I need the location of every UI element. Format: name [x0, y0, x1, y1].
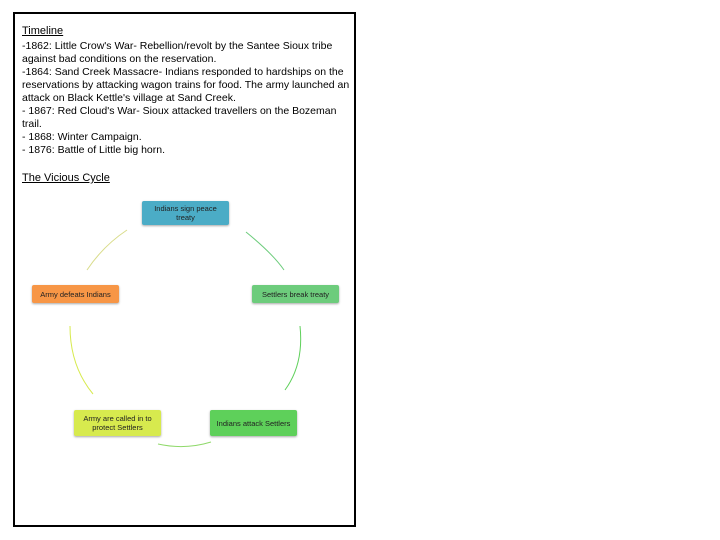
cycle-node-peace-treaty: Indians sign peace treaty — [142, 201, 229, 225]
cycle-node-army-called: Army are called in to protect Settlers — [74, 410, 161, 436]
cycle-node-army-defeats: Army defeats Indians — [32, 285, 119, 303]
cycle-arc-attack-to-army — [158, 442, 211, 447]
timeline-entry-1868: - 1868: Winter Campaign. — [22, 131, 142, 143]
document-page — [13, 12, 356, 527]
timeline-heading: Timeline — [22, 25, 64, 37]
cycle-arc-treaty-to-break — [246, 232, 284, 270]
cycle-heading: The Vicious Cycle — [22, 172, 110, 184]
timeline-entry-1876: - 1876: Battle of Little big horn. — [22, 144, 166, 156]
cycle-arc-army-to-defeat — [70, 326, 93, 394]
timeline-entry-1864: -1864: Sand Creek Massacre- Indians responded to hardships on the reservations by attacking wagon trains for food. The army launched an attack on Black Kettle's village at Sand Creek. — [22, 66, 350, 104]
cycle-arrows — [15, 14, 354, 525]
cycle-node-attack-settlers: Indians attack Settlers — [210, 410, 297, 436]
cycle-arc-defeat-to-treaty — [87, 230, 127, 270]
timeline-entry-1867: - 1867: Red Cloud's War- Sioux attacked travellers on the Bozeman trail. — [22, 105, 337, 130]
cycle-node-break-treaty: Settlers break treaty — [252, 285, 339, 303]
timeline-entry-1862: -1862: Little Crow's War- Rebellion/revolt by the Santee Sioux tribe against bad conditions on the reservation. — [22, 40, 333, 65]
cycle-arc-break-to-attack — [285, 326, 301, 390]
